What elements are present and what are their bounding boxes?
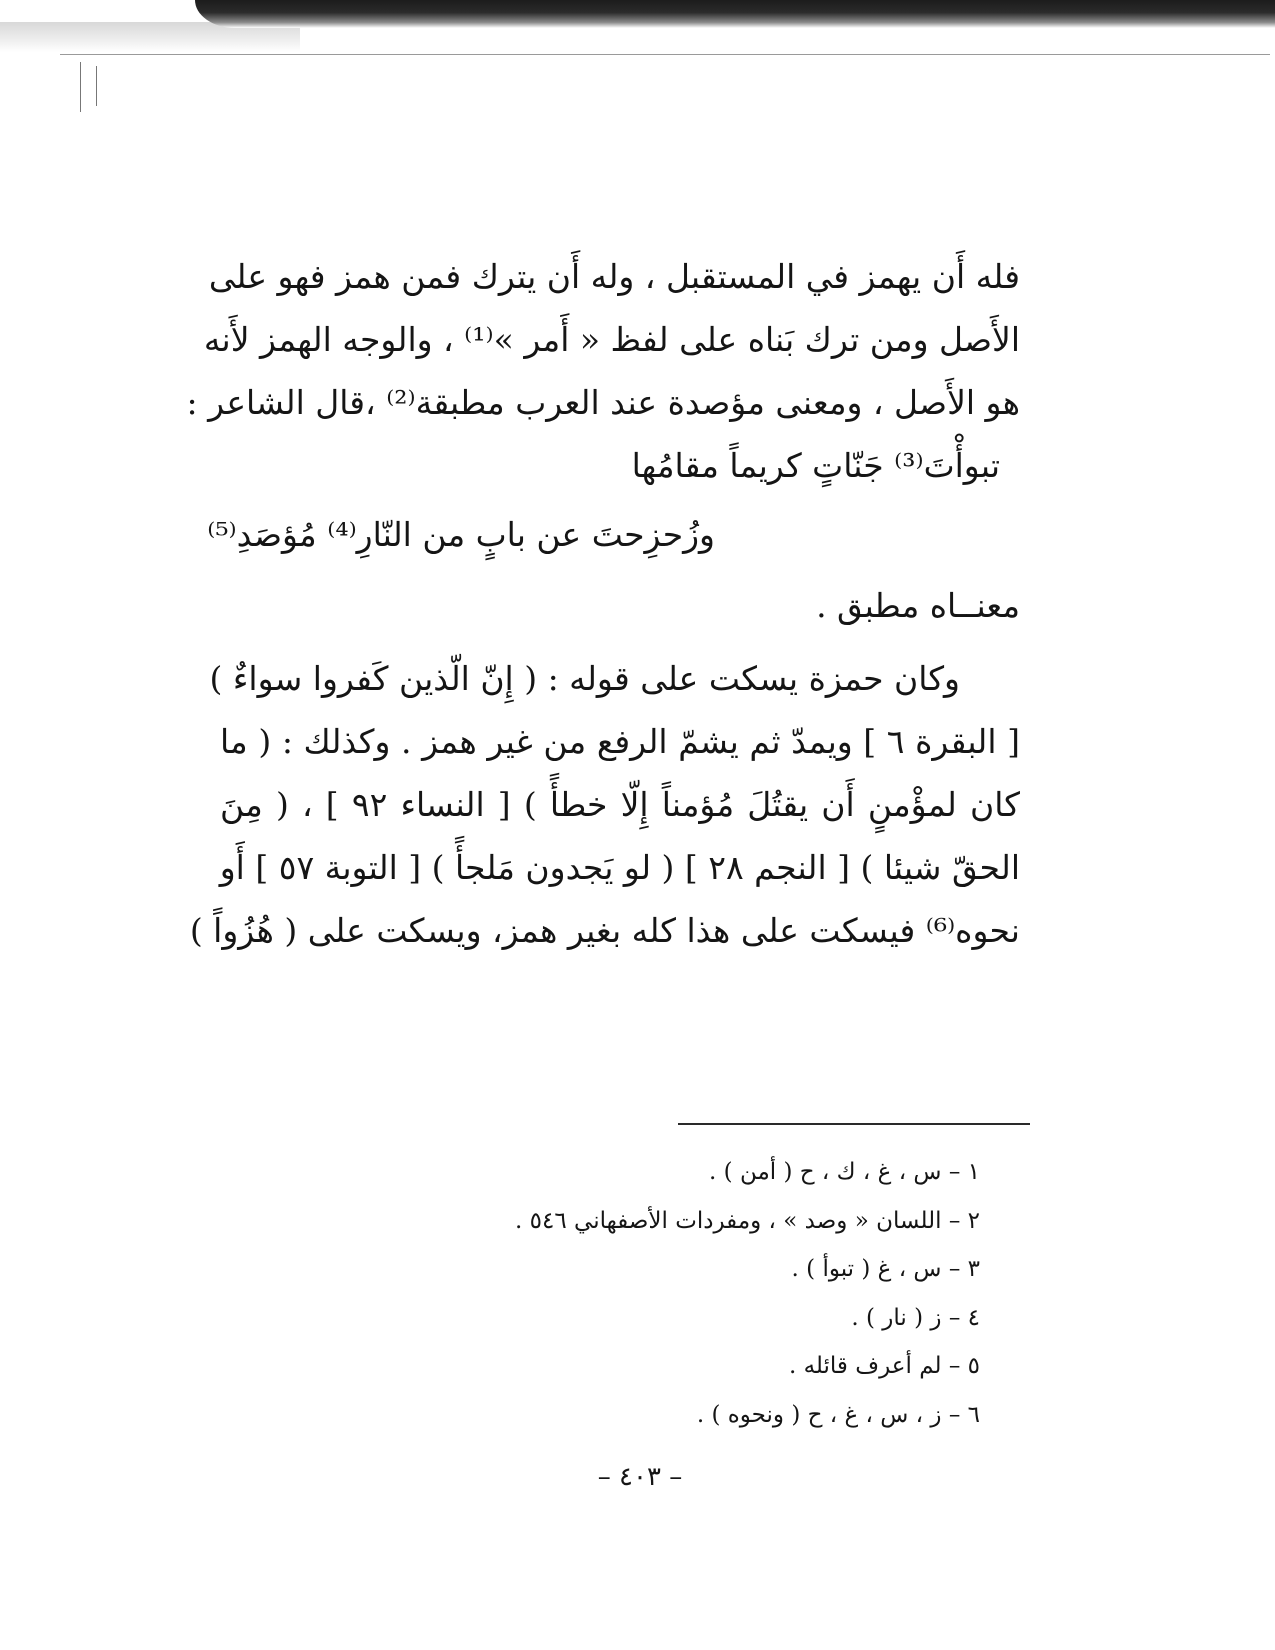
scan-shadow-top	[195, 0, 1275, 28]
margin-mark	[80, 62, 81, 112]
body-line: كان لمؤْمنٍ أَن يقتُلَ مُؤمناً إِلّا خطأً ) [ النساء ٩٢ ] ، ( مِنَ	[220, 785, 1020, 824]
body-line: الأَصل ومن ترك بَناه على لفظ « أَمر »⁽¹⁾ ، والوجه الهمز لأَنه	[203, 320, 1020, 359]
body-line: هو الأَصل ، ومعنى مؤصدة عند العرب مطبقة⁽²⁾ ،قال الشاعر :	[186, 383, 1020, 422]
footnote: ٣ – س ، غ ( تبوأ ) .	[791, 1256, 980, 1282]
page-number: – ٤٠٣ –	[597, 1462, 683, 1492]
footnote: ١ – س ، غ ، ك ، ح ( أمن ) .	[709, 1159, 980, 1185]
margin-mark	[96, 66, 97, 106]
verse-line-1: تبوأْتَ⁽³⁾ جَنّاتٍ كريماً مقامُها	[631, 446, 1000, 485]
body-line: وكان حمزة يسكت على قوله : ( إِنّ الّذين كَفروا سواءٌ )	[209, 659, 960, 698]
footnote: ٢ – اللسان « وصد » ، ومفردات الأصفهاني ٥٤٦ .	[515, 1207, 980, 1234]
footnote: ٦ – ز ، س ، غ ، ح ( ونحوه ) .	[696, 1401, 980, 1428]
body-line: [ البقرة ٦ ] ويمدّ ثم يشمّ الرفع من غير همز . وكذلك : ( ما	[220, 722, 1020, 761]
body-line: فله أَن يهمز في المستقبل ، وله أَن يترك فمن همز فهو على	[208, 257, 1020, 296]
meaning-line: معنــاه مطبق .	[816, 586, 1020, 625]
scan-edge-line	[60, 54, 1270, 55]
page-body	[186, 245, 1020, 962]
footnotes	[380, 1148, 980, 1439]
verse-line-2: وزُحزِحتَ عن بابٍ من النّارِ⁽⁴⁾ مُؤصَدِ⁽⁵⁾	[207, 515, 715, 554]
body-line: نحوه⁽⁶⁾ فيسكت على هذا كله بغير همز، ويسكت على ( هُزُواً )	[189, 911, 1020, 950]
body-line: الحقّ شيئا ) [ النجم ٢٨ ] ( لو يَجدون مَلجأً ) [ التوبة ٥٧ ] أَو	[219, 848, 1020, 887]
footnote: ٤ – ز ( نار ) .	[851, 1304, 980, 1331]
footnote-divider	[678, 1123, 1030, 1125]
footnote: ٥ – لم أعرف قائله .	[788, 1353, 980, 1379]
